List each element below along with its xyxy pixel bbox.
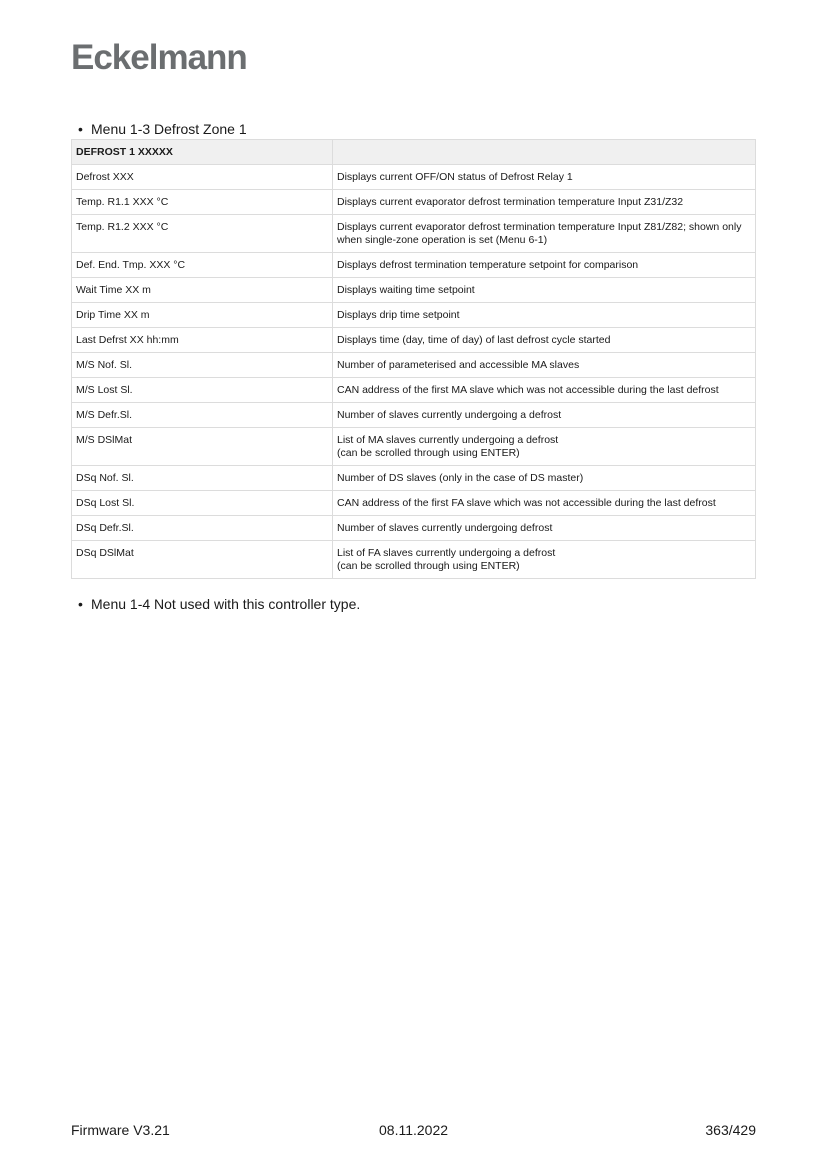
description-cell: Number of slaves currently undergoing a defrost — [333, 403, 756, 428]
eckelmann-logo: Eckelmann — [71, 38, 247, 77]
footer-firmware-version: Firmware V3.21 — [71, 1122, 170, 1138]
description-line: (can be scrolled through using ENTER) — [337, 560, 520, 572]
description-cell — [333, 541, 756, 579]
description-cell: CAN address of the first MA slave which was not accessible during the last defrost — [333, 378, 756, 403]
parameter-cell: Wait Time XX m — [72, 278, 333, 303]
table-row — [72, 378, 756, 403]
table-row — [72, 303, 756, 328]
description-cell: Displays waiting time setpoint — [333, 278, 756, 303]
parameter-cell: DSq Nof. Sl. — [72, 466, 333, 491]
parameter-cell: Def. End. Tmp. XXX °C — [72, 253, 333, 278]
defrost-zone-table — [71, 139, 756, 579]
table-header-cell: DEFROST 1 XXXXX — [72, 140, 333, 165]
table-row — [72, 428, 756, 466]
section-title: Menu 1-3 Defrost Zone 1 — [91, 121, 247, 137]
description-cell: Number of parameterised and accessible MA slaves — [333, 353, 756, 378]
table-row — [72, 516, 756, 541]
parameter-cell: Defrost XXX — [72, 165, 333, 190]
parameter-cell: DSq Lost Sl. — [72, 491, 333, 516]
description-cell: CAN address of the first FA slave which was not accessible during the last defrost — [333, 491, 756, 516]
parameter-cell: DSq Defr.Sl. — [72, 516, 333, 541]
parameter-cell: DSq DSlMat — [72, 541, 333, 579]
parameter-cell: M/S Nof. Sl. — [72, 353, 333, 378]
table-header-row — [72, 140, 756, 165]
description-cell: Displays defrost termination temperature setpoint for comparison — [333, 253, 756, 278]
description-cell: Displays current evaporator defrost termination temperature Input Z81/Z82; shown only when single-zone operation is set (Menu 6-1) — [333, 215, 756, 253]
description-cell: Number of DS slaves (only in the case of DS master) — [333, 466, 756, 491]
description-line: (can be scrolled through using ENTER) — [337, 447, 520, 459]
parameter-cell: M/S Defr.Sl. — [72, 403, 333, 428]
section-bullet-menu-1-4 — [78, 596, 360, 612]
section-bullet-menu-1-3 — [78, 121, 247, 137]
table-row — [72, 541, 756, 579]
table-row — [72, 491, 756, 516]
section-title: Menu 1-4 Not used with this controller type. — [91, 596, 361, 612]
footer-page-number: 363/429 — [705, 1122, 756, 1138]
description-cell: Displays time (day, time of day) of last defrost cycle started — [333, 328, 756, 353]
description-cell: Displays current evaporator defrost termination temperature Input Z31/Z32 — [333, 190, 756, 215]
parameter-cell: Temp. R1.1 XXX °C — [72, 190, 333, 215]
description-line: List of MA slaves currently undergoing a defrost — [337, 434, 559, 446]
bullet-glyph: • — [78, 121, 83, 137]
parameter-cell: Last Defrst XX hh:mm — [72, 328, 333, 353]
description-cell: Number of slaves currently undergoing defrost — [333, 516, 756, 541]
table-header-cell — [333, 140, 756, 165]
bullet-glyph: • — [78, 596, 83, 612]
table-row — [72, 278, 756, 303]
parameter-cell: Drip Time XX m — [72, 303, 333, 328]
table-row — [72, 215, 756, 253]
table-row — [72, 253, 756, 278]
parameter-cell: M/S Lost Sl. — [72, 378, 333, 403]
parameter-cell: M/S DSlMat — [72, 428, 333, 466]
description-cell: Displays drip time setpoint — [333, 303, 756, 328]
footer-date: 08.11.2022 — [379, 1122, 449, 1138]
parameter-cell: Temp. R1.2 XXX °C — [72, 215, 333, 253]
description-cell — [333, 428, 756, 466]
table-row — [72, 328, 756, 353]
description-line: List of FA slaves currently undergoing a defrost — [337, 547, 556, 559]
table-row — [72, 403, 756, 428]
description-cell: Displays current OFF/ON status of Defrost Relay 1 — [333, 165, 756, 190]
table-row — [72, 165, 756, 190]
table-row — [72, 353, 756, 378]
table-row — [72, 190, 756, 215]
table-row — [72, 466, 756, 491]
